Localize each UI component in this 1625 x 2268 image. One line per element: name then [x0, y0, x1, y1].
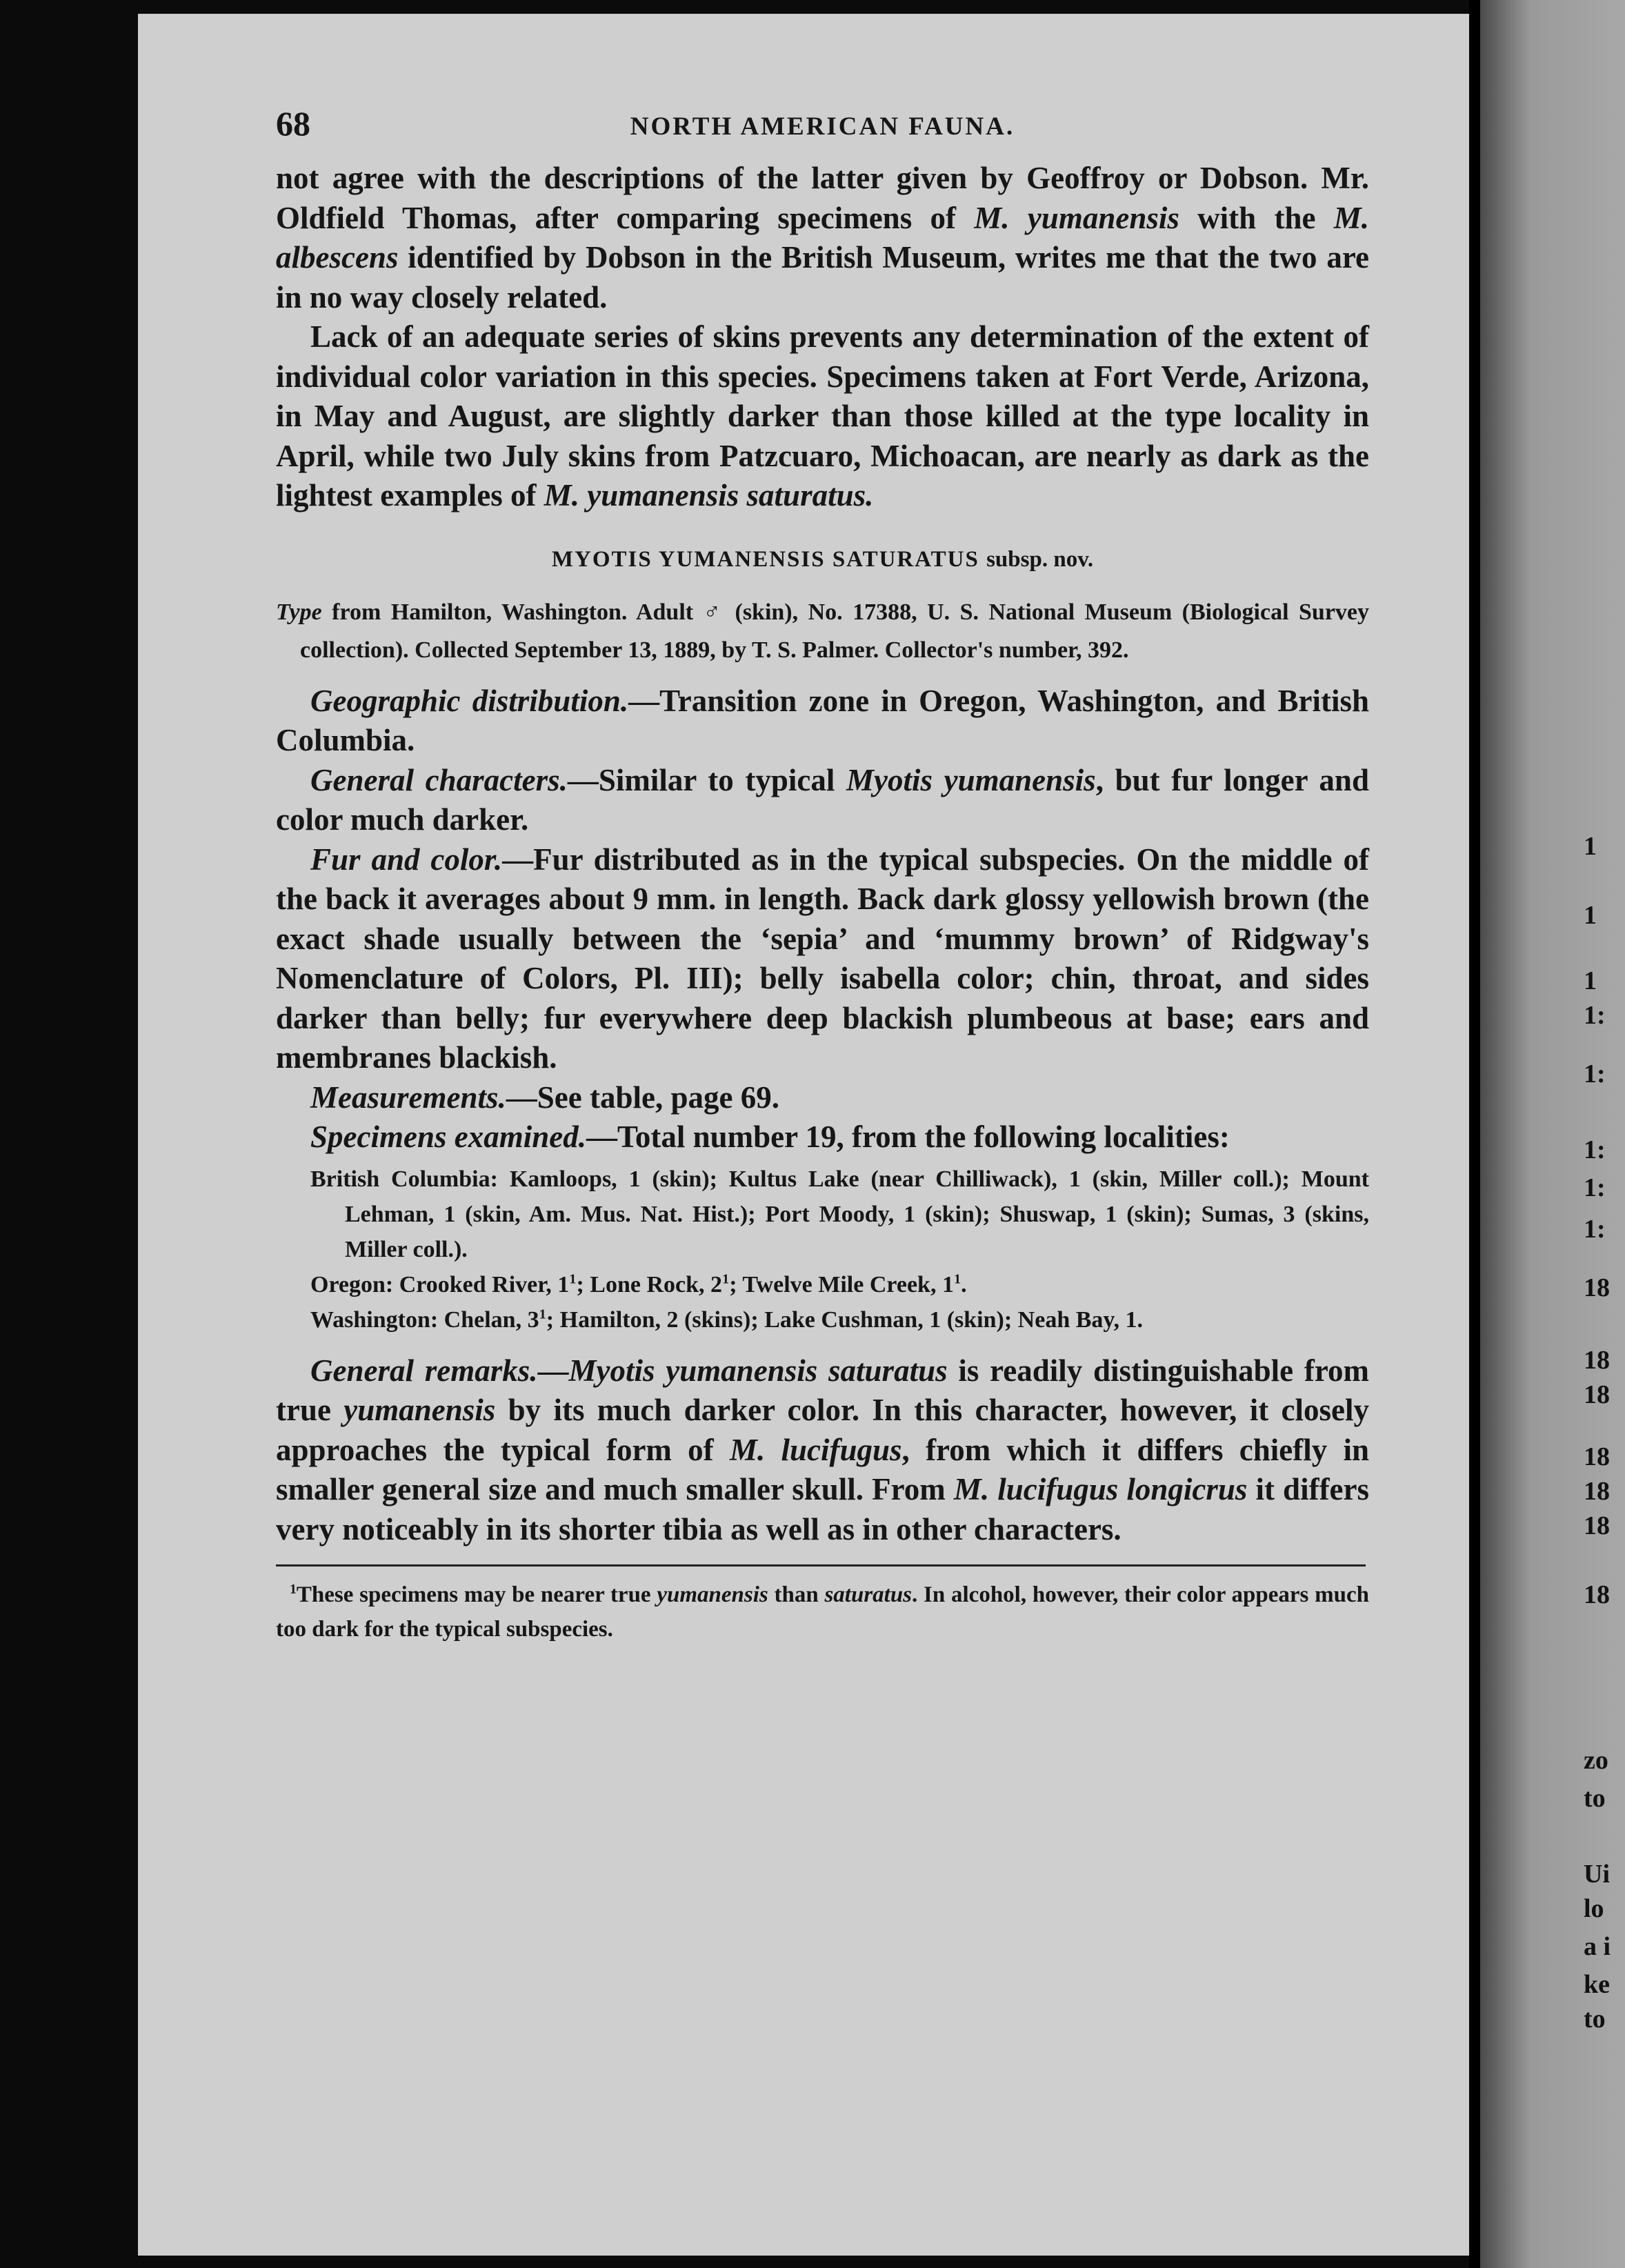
italic-run: Fur and color.	[310, 842, 503, 877]
text-run: not agree with the descriptions of the latter given by Geoffroy or Dobson. Mr. Oldfield Thomas, after comparing specimens of	[276, 161, 1369, 235]
italic-run: Measurements.	[310, 1080, 506, 1115]
footnote-marker: 1	[569, 1271, 577, 1287]
text-run: British Columbia: Kamloops, 1 (skin); Kultus Lake (near Chilliwack), 1 (skin, Miller coll.); Mount Lehman, 1 (skin, Am. Mus. Nat. Hist.); Port Moody, 1 (skin); Shuswap, 1 (skin); Sumas, 3 (skins, Miller coll.).	[310, 1166, 1369, 1262]
adjacent-page-fragment: zo	[1584, 1746, 1608, 1775]
text-run: Lack of an adequate series of skins prevents any determination of the extent of individual color variation in this species. Specimens taken at Fort Verde, Arizona, in May and August, are slightly darker than those killed at the type locality in April, while two July skins from Patzcuaro, Michoacan, are nearly as dark as the lightest examples of	[276, 319, 1369, 513]
adjacent-page-fragment: 1:	[1584, 1060, 1606, 1088]
intro-paragraph-2	[276, 317, 1369, 516]
adjacent-page-fragment: lo	[1584, 1894, 1604, 1923]
text-run: identified by Dobson in the British Museum, writes me that the two are in no way closely related.	[276, 240, 1369, 315]
adjacent-page-fragment: 18	[1584, 1273, 1610, 1302]
footnote-marker: 1	[953, 1271, 961, 1287]
adjacent-page-fragment: 1	[1584, 966, 1597, 995]
text-run: .	[961, 1271, 967, 1297]
italic-run: Type	[276, 599, 322, 625]
species-heading	[276, 547, 1369, 573]
italic-run: General remarks.	[310, 1353, 538, 1388]
text-run: ; Hamilton, 2 (skins); Lake Cushman, 1 (skin); Neah Bay, 1.	[546, 1306, 1144, 1333]
adjacent-page-fragment: 18	[1584, 1511, 1610, 1540]
locality-british-columbia	[276, 1162, 1369, 1267]
text-run: Washington: Chelan, 3	[310, 1306, 539, 1333]
italic-run: M. lucifugus	[729, 1432, 902, 1467]
italic-run: saturatus	[824, 1582, 913, 1607]
journal-title: NORTH AMERICAN FAUNA.	[630, 112, 1015, 141]
italic-run: M. yumanensis saturatus.	[544, 478, 874, 513]
adjacent-page-fragment: 1	[1584, 901, 1597, 930]
intro-paragraph-1	[276, 159, 1369, 317]
adjacent-page-fragment: a i	[1584, 1932, 1611, 1961]
type-specimen-info	[276, 593, 1369, 669]
italic-run: yumanensis	[657, 1582, 768, 1607]
text-run: —Transition zone in Oregon, Washington, and British Columbia.	[276, 683, 1369, 757]
adjacent-page-fragment: 1:	[1584, 1173, 1606, 1202]
species-name: MYOTIS YUMANENSIS SATURATUS	[551, 546, 979, 572]
geographic-distribution	[276, 682, 1369, 761]
adjacent-page-fragment: Ui	[1584, 1860, 1610, 1889]
text-run: ; Twelve Mile Creek, 1	[729, 1271, 954, 1297]
text-run: Oregon: Crooked River, 1	[310, 1271, 570, 1297]
italic-run: Myotis yumanensis saturatus	[568, 1353, 948, 1388]
page-content	[276, 103, 1369, 1647]
text-run: is readily distinguishable from true	[276, 1353, 1370, 1427]
general-remarks	[276, 1351, 1369, 1550]
text-run: , from which it differs chiefly in smaller general size and much smaller skull. From	[276, 1432, 1369, 1506]
species-suffix: subsp. nov.	[986, 546, 1094, 572]
book-gutter	[1469, 0, 1480, 2268]
adjacent-page-fragment: 18	[1584, 1442, 1610, 1471]
adjacent-page-fragment: 1	[1584, 832, 1597, 861]
text-run: —Fur distributed as in the typical subspecies. On the middle of the back it averages about 9 mm. in length. Back dark glossy yellowish brown (the exact shade usually between the ‘sepia’ and ‘mummy brown’ of Ridgway's Nomenclature of Colors, Pl. III); belly isabella color; chin, throat, and sides darker than belly; fur everywhere deep blackish plumbeous at base; ears and membranes blackish.	[276, 842, 1369, 1075]
adjacent-page-fragment: 1:	[1584, 1135, 1606, 1164]
text-run: , but fur longer and color much darker.	[276, 762, 1369, 837]
adjacent-page-fragment: to	[1584, 2005, 1606, 2033]
footnote	[276, 1578, 1369, 1647]
adjacent-page-fragment: to	[1584, 1784, 1606, 1813]
running-head	[276, 103, 1369, 159]
adjacent-page-fragment: 1:	[1584, 1215, 1606, 1244]
adjacent-page-fragment: 18	[1584, 1580, 1610, 1609]
text-run: by its much darker color. In this character, however, it closely approaches the typical form of	[276, 1393, 1369, 1467]
text-run: . In alcohol, however, their color appears much too dark for the typical subspecies.	[276, 1582, 1370, 1642]
footnote-marker: 1	[722, 1271, 730, 1287]
footnote-rule	[276, 1564, 1366, 1566]
footnote-marker: 1	[290, 1582, 297, 1597]
text-run: —Similar to typical	[567, 762, 846, 797]
italic-run: Specimens examined.	[310, 1120, 586, 1154]
adjacent-page-fragment: 18	[1584, 1477, 1610, 1506]
adjacent-page-edge	[1480, 0, 1625, 2268]
italic-run: Myotis yumanensis	[846, 762, 1096, 797]
measurements	[276, 1078, 1369, 1118]
adjacent-page-fragment: 1:	[1584, 1001, 1606, 1030]
italic-run: General characters.	[310, 762, 568, 797]
general-characters	[276, 761, 1369, 840]
text-run: from Hamilton, Washington. Adult ♂ (skin), No. 17388, U. S. National Museum (Biological Survey collection). Collected September 13, 1889, by T. S. Palmer. Collector's number, 392.	[300, 599, 1369, 663]
fur-and-color	[276, 840, 1369, 1078]
text-run: —See table, page 69.	[506, 1080, 779, 1115]
text-run: than	[768, 1582, 825, 1607]
page-number: 68	[276, 104, 310, 143]
locality-washington	[276, 1302, 1369, 1337]
italic-run: Geographic distribution.	[310, 683, 629, 718]
footnote-marker: 1	[539, 1306, 546, 1322]
locality-oregon	[276, 1267, 1369, 1302]
text-run: with the	[1179, 200, 1334, 235]
adjacent-page-fragment: 18	[1584, 1346, 1610, 1375]
text-run: These specimens may be nearer true	[296, 1582, 657, 1607]
text-run: it differs very noticeably in its shorter tibia as well as in other characters.	[276, 1472, 1370, 1546]
italic-run: yumanensis	[343, 1393, 496, 1427]
italic-run: M. lucifugus longicrus	[953, 1472, 1248, 1506]
specimens-examined	[276, 1117, 1369, 1157]
text-run: ; Lone Rock, 2	[576, 1271, 723, 1297]
italic-run: M. yumanensis	[974, 200, 1179, 235]
book-page	[138, 14, 1469, 2256]
text-run: —	[537, 1353, 569, 1388]
adjacent-page-fragment: ke	[1584, 1970, 1610, 1999]
text-run: —Total number 19, from the following localities:	[586, 1120, 1230, 1154]
italic-run: M. albescens	[276, 200, 1370, 275]
adjacent-page-fragment: 18	[1584, 1380, 1610, 1409]
